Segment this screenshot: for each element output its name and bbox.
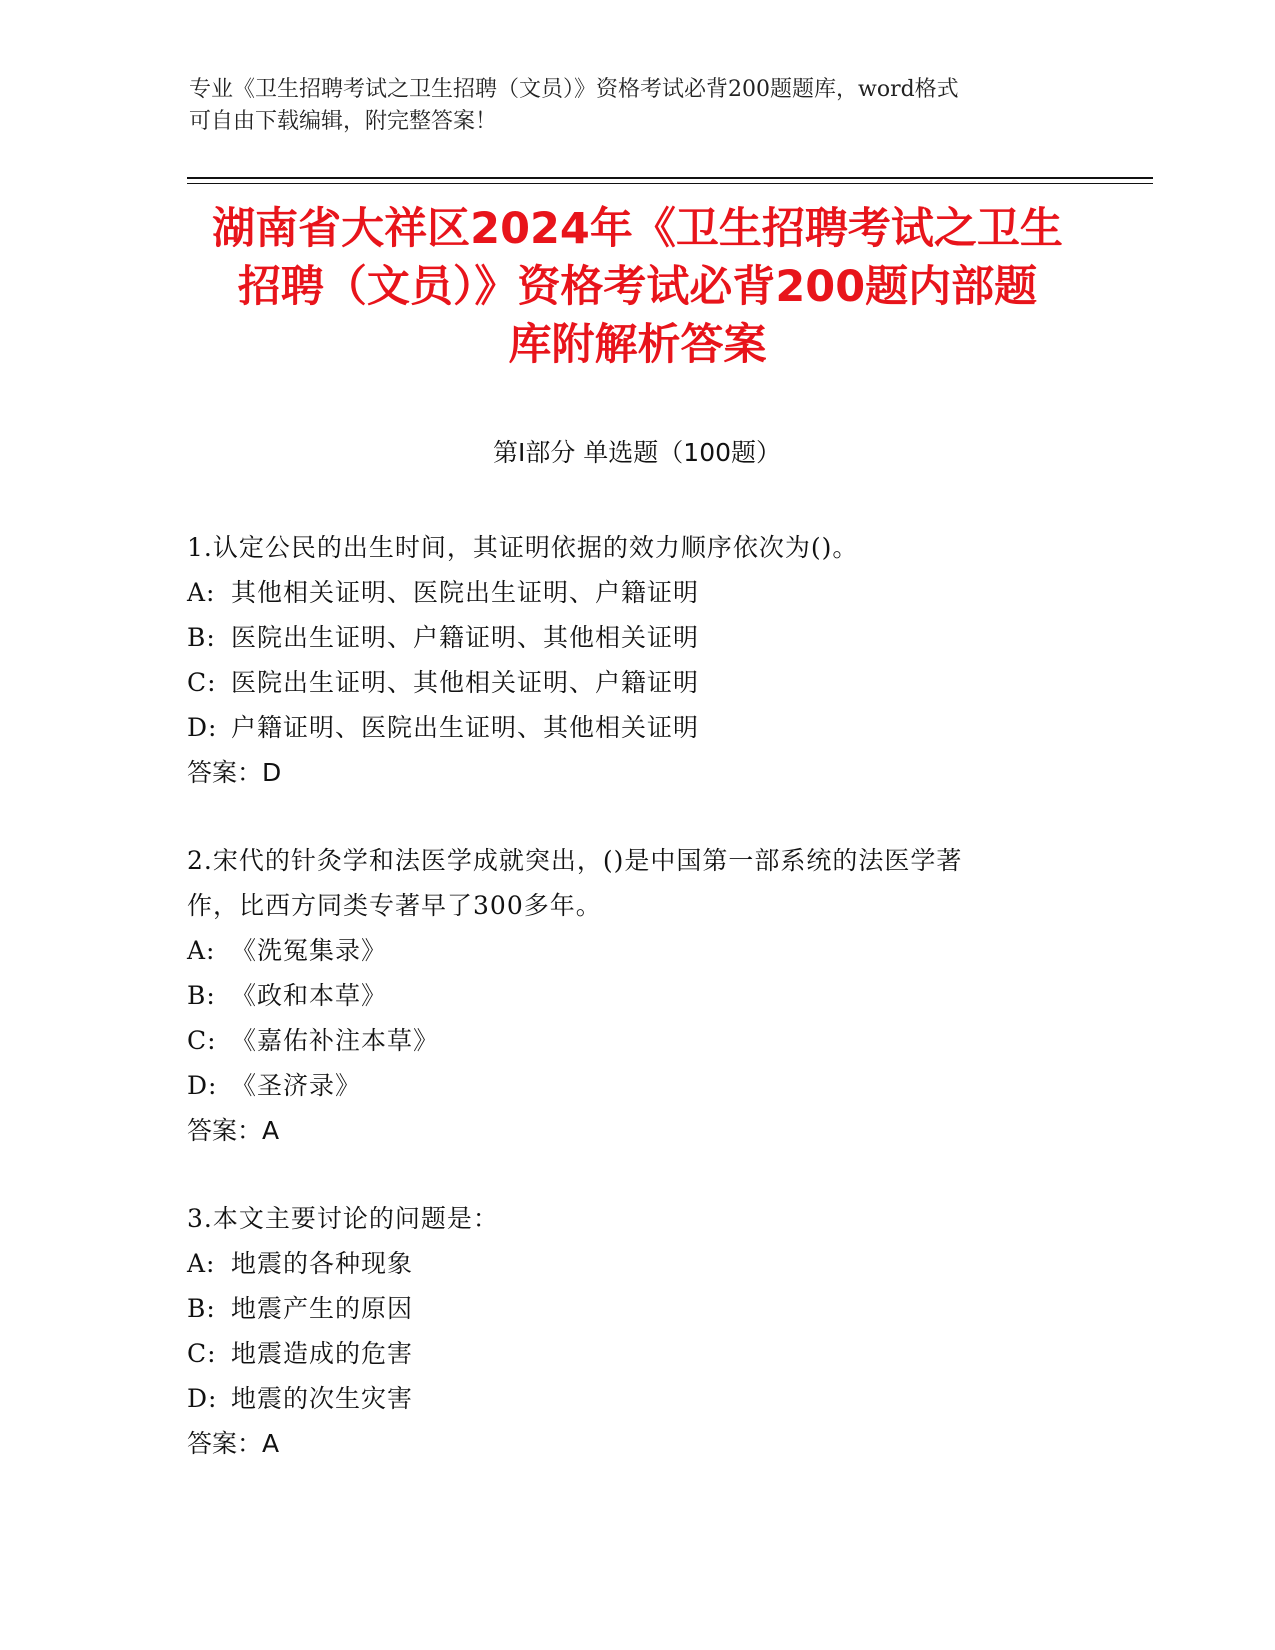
section-title: 第Ⅰ部分 单选题（100题） [492,438,782,467]
question-option [187,973,1067,1018]
option-key: A: [187,1249,216,1278]
question-option [187,1286,1067,1331]
option-key: B: [187,623,216,652]
question-answer: 答案：A [187,1429,280,1458]
document-title-line-2: 招聘（文员）》资格考试必背200题内部题 [237,262,1038,312]
option-text: 医院出生证明、其他相关证明、户籍证明 [231,668,700,697]
option-key: B: [187,981,216,1010]
question-option [187,570,1067,615]
question-item [187,1196,1067,1466]
question-option [187,705,1067,750]
option-key: C: [187,668,217,697]
option-key: A: [187,936,216,965]
option-text: 户籍证明、医院出生证明、其他相关证明 [231,713,700,742]
question-answer: 答案：A [187,1116,280,1145]
document-title-line-3: 库附解析答案 [508,320,767,370]
question-item [187,525,1067,795]
question-list [187,525,1067,1509]
question-option [187,660,1067,705]
option-text: 地震的各种现象 [231,1249,414,1278]
question-stem: 3.本文主要讨论的问题是： [187,1204,499,1233]
option-key: D: [187,713,218,742]
question-option [187,1376,1067,1421]
option-key: C: [187,1026,217,1055]
question-stem: 2.宋代的针灸学和法医学成就突出，()是中国第一部系统的法医学著 [187,846,963,875]
option-key: A: [187,578,216,607]
option-text: 《政和本草》 [231,981,388,1010]
option-text: 《圣济录》 [231,1071,362,1100]
option-key: D: [187,1384,218,1413]
option-key: D: [187,1071,218,1100]
document-title [160,200,1115,374]
question-option [187,1018,1067,1063]
option-text: 地震产生的原因 [231,1294,414,1323]
question-option [187,1063,1067,1108]
question-option [187,1241,1067,1286]
option-text: 其他相关证明、医院出生证明、户籍证明 [231,578,700,607]
option-text: 《洗冤集录》 [231,936,388,965]
document-title-line-1: 湖南省大祥区2024年《卫生招聘考试之卫生 [212,204,1063,254]
header-divider-thick [187,177,1153,179]
question-item [187,838,1067,1153]
question-option [187,1331,1067,1376]
header-note [189,74,1069,138]
header-note-line-1: 专业《卫生招聘考试之卫生招聘（文员）》资格考试必背200题题库，word格式 [189,77,959,102]
option-key: B: [187,1294,216,1323]
question-option [187,928,1067,973]
option-text: 医院出生证明、户籍证明、其他相关证明 [231,623,700,652]
option-text: 《嘉佑补注本草》 [231,1026,440,1055]
option-key: C: [187,1339,217,1368]
question-answer: 答案：D [187,758,282,787]
question-option [187,615,1067,660]
question-stem: 1.认定公民的出生时间，其证明依据的效力顺序依次为()。 [187,533,859,562]
question-stem: 作，比西方同类专著早了300多年。 [187,891,602,920]
option-text: 地震的次生灾害 [231,1384,414,1413]
option-text: 地震造成的危害 [231,1339,414,1368]
header-divider-thin [187,183,1153,184]
header-note-line-2: 可自由下载编辑，附完整答案！ [189,109,498,134]
